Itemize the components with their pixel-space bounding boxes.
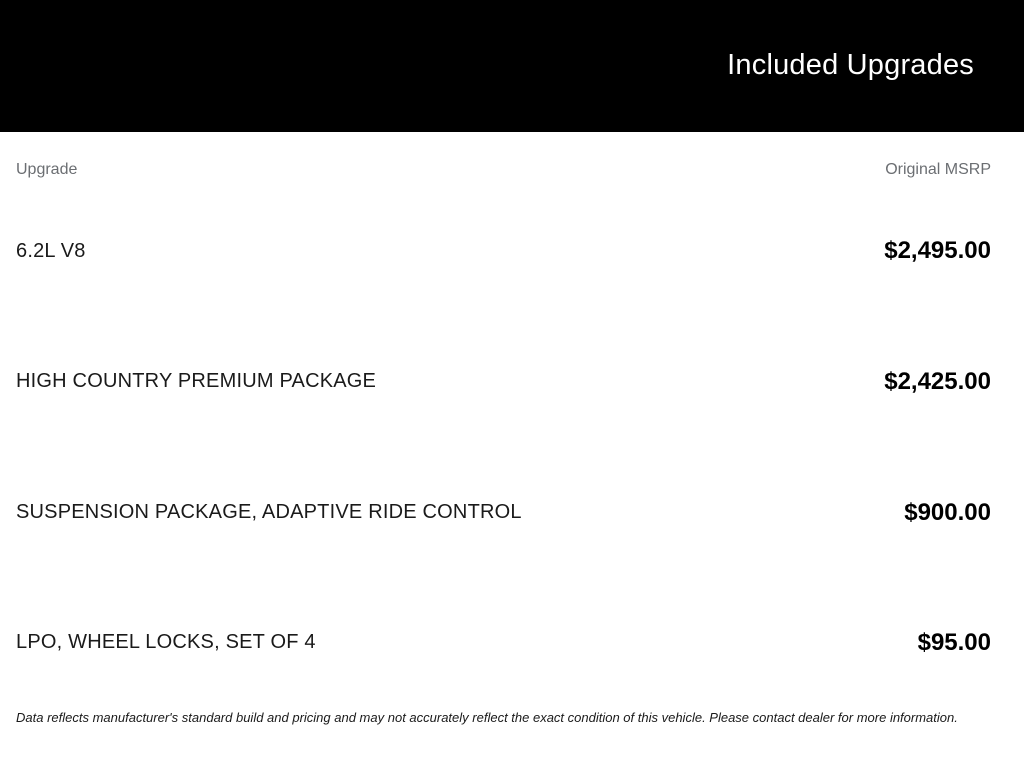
- upgrade-price: $95.00: [917, 629, 991, 657]
- page-title: Included Upgrades: [727, 49, 974, 82]
- upgrade-price: $2,495.00: [884, 237, 991, 265]
- upgrade-name: LPO, WHEEL LOCKS, SET OF 4: [16, 631, 316, 654]
- table-row: [16, 499, 991, 527]
- upgrade-price: $900.00: [904, 498, 991, 526]
- upgrade-name: HIGH COUNTRY PREMIUM PACKAGE: [16, 370, 377, 393]
- upgrade-name: 6.2L V8: [16, 239, 86, 262]
- upgrade-price: $2,425.00: [884, 367, 991, 395]
- column-header-original-msrp: Original MSRP: [885, 161, 991, 178]
- table-row: [16, 629, 991, 657]
- table-column-headers: [16, 161, 991, 179]
- upgrades-list: [16, 237, 991, 656]
- upgrades-table: [0, 161, 1024, 726]
- column-header-upgrade: Upgrade: [16, 161, 78, 178]
- upgrade-name: SUSPENSION PACKAGE, ADAPTIVE RIDE CONTROL: [16, 500, 522, 523]
- table-row: [16, 237, 991, 265]
- table-row: [16, 368, 991, 396]
- disclaimer-text: Data reflects manufacturer's standard build and pricing and may not accurately reflect the exact condition of this vehicle. Please contact dealer for more information.: [16, 709, 958, 725]
- header-bar: [0, 0, 1024, 132]
